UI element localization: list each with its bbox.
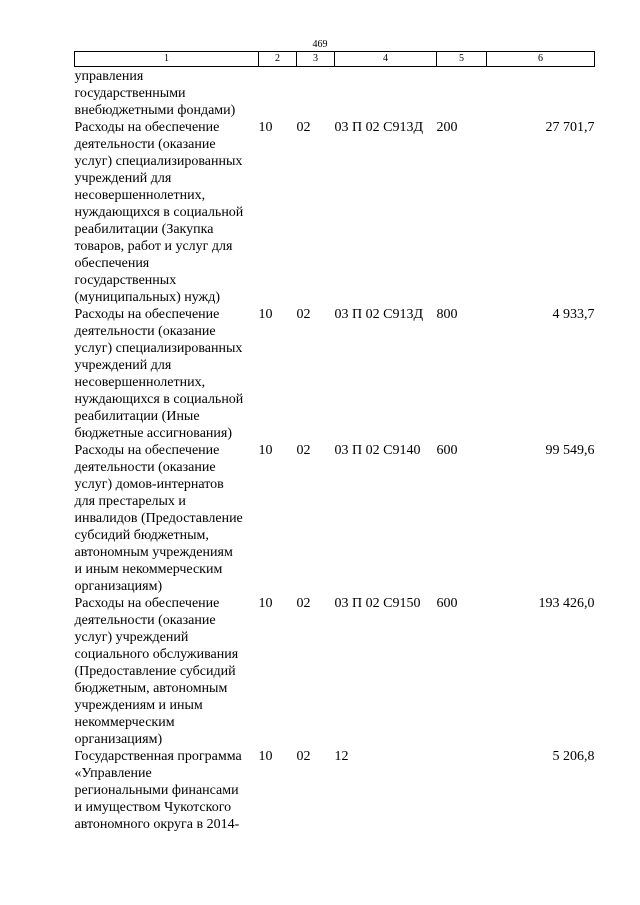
table-row bbox=[75, 595, 595, 748]
description-line: несовершеннолетних, bbox=[74, 375, 206, 390]
section-code bbox=[259, 67, 297, 120]
description-line: услуг) учреждений bbox=[74, 630, 189, 645]
description-line: услуг) домов-интернатов bbox=[74, 477, 224, 492]
description-line: реабилитации (Закупка bbox=[74, 222, 214, 237]
amount: 4 933,7 bbox=[552, 307, 595, 322]
description-line: обеспечения bbox=[74, 256, 150, 271]
description-line: «Управление bbox=[74, 766, 152, 781]
expense-type-code bbox=[437, 748, 487, 833]
description-line: деятельности (оказание bbox=[74, 324, 216, 339]
subsection-code: 02 bbox=[296, 443, 311, 458]
description-line: (Предоставление субсидий bbox=[74, 664, 236, 679]
description-line: для престарелых и bbox=[74, 494, 186, 509]
description-line: учреждениям и иным bbox=[74, 698, 203, 713]
column-header: 4 bbox=[335, 52, 437, 67]
target-article-code: 12 bbox=[334, 749, 349, 764]
budget-table bbox=[74, 51, 595, 833]
subsection-code bbox=[297, 67, 335, 120]
target-article-code bbox=[335, 67, 437, 120]
amount: 5 206,8 bbox=[552, 749, 595, 764]
description-line: государственными bbox=[74, 86, 186, 101]
description-line: управления bbox=[74, 69, 144, 84]
description-line: нуждающихся в социальной bbox=[74, 392, 244, 407]
description-line: региональными финансами bbox=[74, 783, 239, 798]
description-line: (муниципальных) нужд) bbox=[74, 290, 221, 305]
description-line: некоммерческим bbox=[74, 715, 175, 730]
description-line: и имуществом Чукотского bbox=[74, 800, 232, 815]
table-row bbox=[75, 67, 595, 120]
table-row bbox=[75, 119, 595, 306]
column-header: 2 bbox=[259, 52, 297, 67]
target-article-code: 03 П 02 С913Д bbox=[334, 307, 423, 322]
target-article-code: 03 П 02 С913Д bbox=[334, 120, 423, 135]
column-header: 6 bbox=[487, 52, 595, 67]
row-description bbox=[75, 119, 259, 306]
table-header-row bbox=[75, 52, 595, 67]
description-line: Расходы на обеспечение bbox=[74, 120, 220, 135]
column-header: 5 bbox=[437, 52, 487, 67]
description-line: Расходы на обеспечение bbox=[74, 596, 220, 611]
description-line: деятельности (оказание bbox=[74, 137, 216, 152]
target-article-code: 03 П 02 С9140 bbox=[334, 443, 421, 458]
section-code: 10 bbox=[258, 120, 273, 135]
amount bbox=[487, 67, 595, 120]
description-line: внебюджетными фондами) bbox=[74, 103, 236, 118]
description-line: инвалидов (Предоставление bbox=[74, 511, 243, 526]
section-code: 10 bbox=[258, 443, 273, 458]
column-header: 1 bbox=[75, 52, 259, 67]
description-line: Государственная программа bbox=[74, 749, 242, 764]
expense-type-code: 800 bbox=[436, 307, 458, 322]
description-line: и иным некоммерческим bbox=[74, 562, 223, 577]
subsection-code: 02 bbox=[296, 596, 311, 611]
description-line: учреждений для bbox=[74, 171, 172, 186]
row-description bbox=[75, 306, 259, 442]
page-number: 469 bbox=[312, 39, 328, 50]
section-code: 10 bbox=[258, 749, 273, 764]
description-line: нуждающихся в социальной bbox=[74, 205, 244, 220]
subsection-code: 02 bbox=[296, 749, 311, 764]
description-line: государственных bbox=[74, 273, 177, 288]
target-article-code: 03 П 02 С9150 bbox=[334, 596, 421, 611]
row-description bbox=[75, 748, 259, 833]
description-line: организациям) bbox=[74, 579, 163, 594]
description-line: деятельности (оказание bbox=[74, 460, 216, 475]
table-row bbox=[75, 442, 595, 595]
expense-type-code: 600 bbox=[436, 443, 458, 458]
subsection-code: 02 bbox=[296, 120, 311, 135]
description-line: несовершеннолетних, bbox=[74, 188, 206, 203]
description-line: товаров, работ и услуг для bbox=[74, 239, 233, 254]
description-line: субсидий бюджетным, bbox=[74, 528, 209, 543]
description-line: социального обслуживания bbox=[74, 647, 239, 662]
description-line: реабилитации (Иные bbox=[74, 409, 200, 424]
description-line: Расходы на обеспечение bbox=[74, 443, 220, 458]
description-line: бюджетным, автономным bbox=[74, 681, 228, 696]
expense-type-code: 600 bbox=[436, 596, 458, 611]
subsection-code: 02 bbox=[296, 307, 311, 322]
table-row bbox=[75, 748, 595, 833]
section-code: 10 bbox=[258, 307, 273, 322]
description-line: бюджетные ассигнования) bbox=[74, 426, 233, 441]
description-line: автономного округа в 2014- bbox=[74, 817, 240, 832]
description-line: услуг) специализированных bbox=[74, 341, 243, 356]
amount: 27 701,7 bbox=[545, 120, 595, 135]
description-line: организациям) bbox=[74, 732, 163, 747]
description-line: Расходы на обеспечение bbox=[74, 307, 220, 322]
expense-type-code bbox=[437, 67, 487, 120]
expense-type-code: 200 bbox=[436, 120, 458, 135]
row-description bbox=[75, 67, 259, 120]
amount: 193 426,0 bbox=[538, 596, 595, 611]
section-code: 10 bbox=[258, 596, 273, 611]
table-row bbox=[75, 306, 595, 442]
row-description bbox=[75, 595, 259, 748]
description-line: автономным учреждениям bbox=[74, 545, 233, 560]
column-header: 3 bbox=[297, 52, 335, 67]
description-line: учреждений для bbox=[74, 358, 172, 373]
amount: 99 549,6 bbox=[545, 443, 595, 458]
description-line: деятельности (оказание bbox=[74, 613, 216, 628]
row-description bbox=[75, 442, 259, 595]
description-line: услуг) специализированных bbox=[74, 154, 243, 169]
